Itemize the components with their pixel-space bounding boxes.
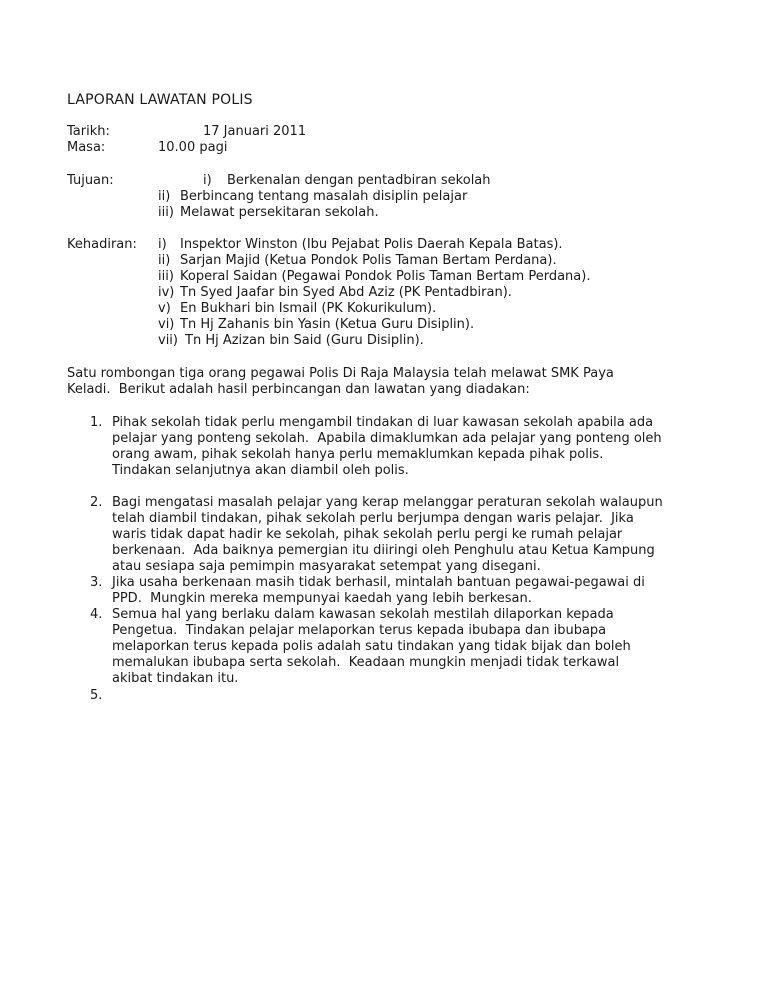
kehadiran-item-number: iv) <box>158 285 175 300</box>
point-number: 4. <box>90 607 103 622</box>
kehadiran-item-text: En Bukhari bin Ismail (PK Kokurikulum). <box>180 301 437 316</box>
kehadiran-item-text: Koperal Saidan (Pegawai Pondok Polis Taman Bertam Perdana). <box>180 269 591 284</box>
point-number: 3. <box>90 575 103 590</box>
point-line: Jika usaha berkenaan masih tidak berhasil, mintalah bantuan pegawai-pegawai di <box>112 575 645 590</box>
kehadiran-item-number: iii) <box>158 269 174 284</box>
point-number: 5. <box>90 688 103 703</box>
kehadiran-item-text: Sarjan Majid (Ketua Pondok Polis Taman Bertam Perdana). <box>180 253 557 268</box>
tujuan-item-number: ii) <box>158 189 171 204</box>
kehadiran-label: Kehadiran: <box>67 237 137 252</box>
point-line: Bagi mengatasi masalah pelajar yang kerap melanggar peraturan sekolah walaupun <box>112 495 663 510</box>
kehadiran-item-number: vi) <box>158 317 175 332</box>
point-line: berkenaan. Ada baiknya pemergian itu diiringi oleh Penghulu atau Ketua Kampung <box>112 543 655 558</box>
tujuan-item-number: i) <box>203 173 212 188</box>
point-line: Pengetua. Tindakan pelajar melaporkan terus kepada ibubapa dan ibubapa <box>112 623 607 638</box>
point-line: Semua hal yang berlaku dalam kawasan sekolah mestilah dilaporkan kepada <box>112 607 614 622</box>
kehadiran-item-number: ii) <box>158 253 171 268</box>
point-line: memalukan ibubapa serta sekolah. Keadaan mungkin menjadi tidak terkawal <box>112 655 620 670</box>
point-line: PPD. Mungkin mereka mempunyai kaedah yang lebih berkesan. <box>112 591 532 606</box>
tarikh-label: Tarikh: <box>67 124 110 139</box>
tujuan-item-text: Melawat persekitaran sekolah. <box>180 205 379 220</box>
point-line: Tindakan selanjutnya akan diambil oleh polis. <box>112 463 409 478</box>
kehadiran-item-text: Inspektor Winston (Ibu Pejabat Polis Daerah Kepala Batas). <box>180 237 563 252</box>
point-number: 2. <box>90 495 103 510</box>
point-line: orang awam, pihak sekolah hanya perlu memaklumkan kepada pihak polis. <box>112 447 604 462</box>
tujuan-item-number: iii) <box>158 205 174 220</box>
tujuan-label: Tujuan: <box>67 173 114 188</box>
kehadiran-item-text: Tn Hj Zahanis bin Yasin (Ketua Guru Disiplin). <box>180 317 475 332</box>
kehadiran-item-text: Tn Hj Azizan bin Said (Guru Disiplin). <box>185 333 424 348</box>
kehadiran-item-text: Tn Syed Jaafar bin Syed Abd Aziz (PK Pentadbiran). <box>180 285 512 300</box>
point-number: 1. <box>90 415 103 430</box>
kehadiran-item-number: v) <box>158 301 171 316</box>
point-line: Pihak sekolah tidak perlu mengambil tindakan di luar kawasan sekolah apabila ada <box>112 415 654 430</box>
point-line: waris tidak dapat hadir ke sekolah, pihak sekolah perlu pergi ke rumah pelajar <box>112 527 623 542</box>
intro-line: Keladi. Berikut adalah hasil perbincangan dan lawatan yang diadakan: <box>67 382 530 397</box>
point-line: melaporkan terus kepada polis adalah satu tindakan yang tidak bijak dan boleh <box>112 639 631 654</box>
point-line: akibat tindakan itu. <box>112 671 239 686</box>
kehadiran-item-number: i) <box>158 237 167 252</box>
tujuan-item-text: Berkenalan dengan pentadbiran sekolah <box>227 173 491 188</box>
tarikh-value: 17 Januari 2011 <box>203 124 307 139</box>
kehadiran-item-number: vii) <box>158 333 178 348</box>
document-title: LAPORAN LAWATAN POLIS <box>67 92 253 108</box>
point-line: telah diambil tindakan, pihak sekolah perlu berjumpa dengan waris pelajar. Jika <box>112 511 634 526</box>
masa-value: 10.00 pagi <box>158 140 228 155</box>
intro-line: Satu rombongan tiga orang pegawai Polis Di Raja Malaysia telah melawat SMK Paya <box>67 366 614 381</box>
point-line: pelajar yang ponteng sekolah. Apabila dimaklumkan ada pelajar yang ponteng oleh <box>112 431 662 446</box>
point-line: atau sesiapa saja pemimpin masyarakat setempat yang disegani. <box>112 559 541 574</box>
masa-label: Masa: <box>67 140 106 155</box>
tujuan-item-text: Berbincang tentang masalah disiplin pelajar <box>180 189 468 204</box>
